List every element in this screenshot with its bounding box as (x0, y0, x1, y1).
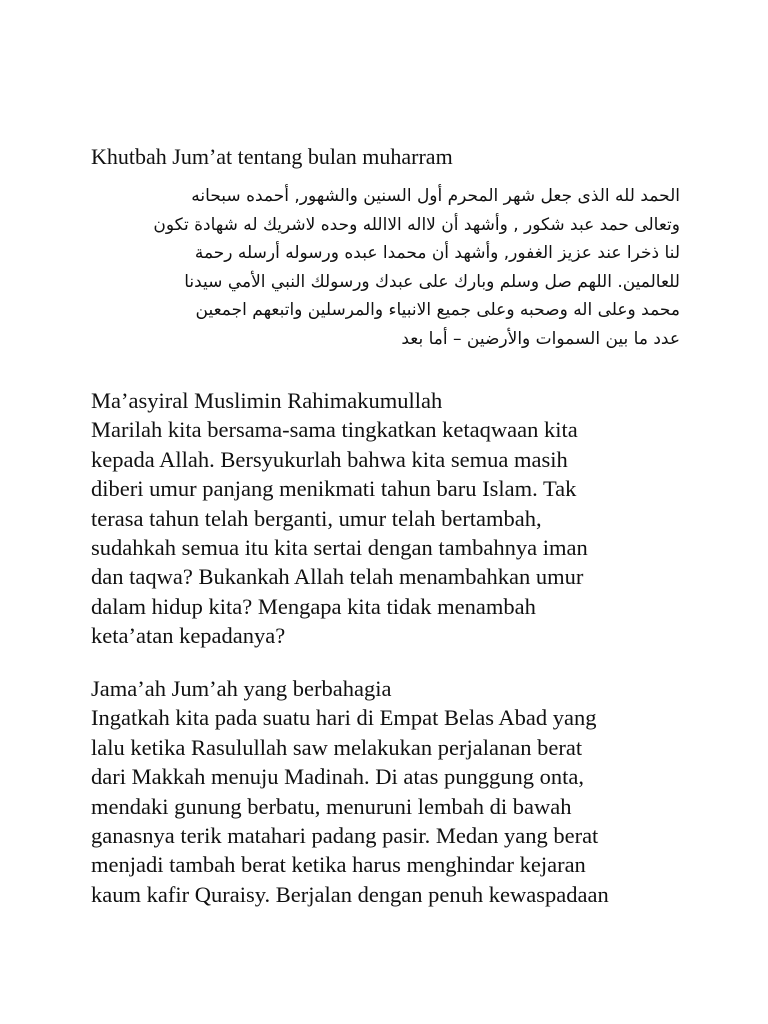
paragraph-line: dan taqwa? Bukankah Allah telah menambahkan umur (91, 564, 584, 590)
paragraph-line: keta’atan kepadanya? (91, 623, 286, 649)
arabic-line: وتعالى حمد عبد شكور , وأشهد أن لااله الاالله وحده لاشريك له شهادة تكون (153, 214, 680, 235)
arabic-line: الحمد لله الذى جعل شهر المحرم أول السنين والشهور, أحمده سبحانه (191, 186, 680, 206)
section-jamaah (91, 674, 609, 909)
arabic-line: محمد وعلى اله وصحبه وعلى جميع الانبياء والمرسلين واتبعهم اجمعين (195, 300, 680, 321)
arabic-line: لنا ذخرا عند عزيز الغفور, وأشهد أن محمدا عبده ورسوله أرسله رحمة (194, 243, 680, 264)
paragraph-line: sudahkah semua itu kita sertai dengan tambahnya iman (91, 535, 588, 561)
paragraph-line: terasa tahun telah berganti, umur telah bertambah, (91, 505, 542, 531)
arabic-line: عدد ما بين السموات والأرضين – أما بعد (401, 328, 680, 349)
paragraph-line: Marilah kita bersama-sama tingkatkan ketaqwaan kita (91, 417, 578, 443)
section-muslimin (91, 386, 588, 651)
paragraph-line: ganasnya terik matahari padang pasir. Medan yang berat (91, 823, 599, 849)
paragraph-line: Ingatkah kita pada suatu hari di Empat Belas Abad yang (91, 705, 597, 731)
paragraph-line: lalu ketika Rasulullah saw melakukan perjalanan berat (91, 734, 583, 760)
arabic-opening-prayer (86, 182, 680, 354)
paragraph-line: menjadi tambah berat ketika harus menghindar kejaran (91, 852, 586, 878)
arabic-line: للعالمين. اللهم صل وسلم وبارك على عبدك ورسولك النبي الأمي سيدنا (184, 271, 680, 292)
document-title: Khutbah Jum’at tentang bulan muharram (91, 144, 453, 169)
paragraph-line: mendaki gunung berbatu, menuruni lembah di bawah (91, 793, 572, 819)
paragraph-line: dalam hidup kita? Mengapa kita tidak menambah (91, 593, 536, 619)
paragraph-line: kepada Allah. Bersyukurlah bahwa kita semua masih (91, 446, 568, 472)
section-heading: Ma’asyiral Muslimin Rahimakumullah (91, 388, 443, 413)
paragraph-line: diberi umur panjang menikmati tahun baru Islam. Tak (91, 476, 577, 502)
section-heading: Jama’ah Jum’ah yang berbahagia (91, 676, 392, 701)
paragraph-line: dari Makkah menuju Madinah. Di atas punggung onta, (91, 764, 585, 790)
paragraph-line: kaum kafir Quraisy. Berjalan dengan penuh kewaspadaan (91, 881, 609, 907)
